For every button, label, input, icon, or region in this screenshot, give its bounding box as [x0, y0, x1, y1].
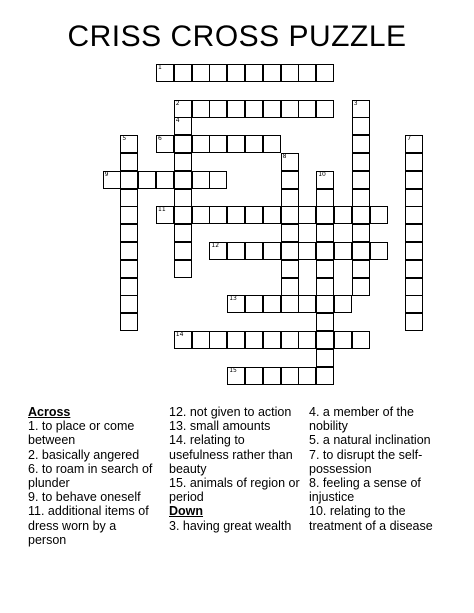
grid-cell[interactable] — [316, 224, 334, 242]
grid-cell[interactable] — [263, 206, 281, 224]
cell-number: 14 — [175, 331, 184, 338]
grid-cell[interactable] — [227, 100, 245, 118]
grid-cell[interactable] — [352, 171, 370, 189]
grid-cell[interactable] — [120, 153, 138, 171]
grid-cell[interactable] — [316, 206, 334, 224]
grid-cell[interactable] — [316, 349, 334, 367]
grid-cell[interactable] — [245, 295, 263, 313]
grid-cell[interactable] — [334, 295, 352, 313]
grid-cell[interactable] — [209, 100, 227, 118]
grid-cell[interactable] — [174, 117, 192, 135]
grid-cell[interactable] — [192, 135, 210, 153]
grid-cell[interactable] — [209, 206, 227, 224]
grid-cell[interactable] — [405, 153, 423, 171]
cell-number: 7 — [407, 135, 412, 143]
grid-cell[interactable] — [156, 171, 174, 189]
grid-cell[interactable] — [174, 64, 192, 82]
grid-cell[interactable] — [156, 64, 174, 82]
grid-cell[interactable] — [334, 242, 352, 260]
grid-cell[interactable] — [245, 331, 263, 349]
grid-cell[interactable] — [316, 367, 334, 385]
cell-number: 11 — [158, 206, 166, 214]
grid-cell[interactable] — [405, 260, 423, 278]
clue-item: 15. animals of region or period — [169, 476, 300, 505]
grid-cell[interactable] — [245, 64, 263, 82]
cell-number: 6 — [158, 135, 162, 143]
grid-cell[interactable] — [174, 189, 192, 207]
grid-cell[interactable] — [298, 242, 316, 260]
grid-cell[interactable] — [352, 224, 370, 242]
grid-cell[interactable] — [209, 331, 227, 349]
grid-cell[interactable] — [174, 260, 192, 278]
clue-item: 3. having great wealth — [169, 518, 292, 533]
grid-cell[interactable] — [263, 135, 281, 153]
grid-cell[interactable] — [316, 313, 334, 331]
grid-cell[interactable] — [120, 189, 138, 207]
grid-cell[interactable] — [227, 295, 245, 313]
grid-cell[interactable] — [174, 242, 192, 260]
grid-cell[interactable] — [103, 171, 121, 189]
grid-cell[interactable] — [120, 295, 138, 313]
grid-cell[interactable] — [298, 64, 316, 82]
grid-cell[interactable] — [174, 171, 192, 189]
grid-cell[interactable] — [281, 171, 299, 189]
grid-cell[interactable] — [192, 171, 210, 189]
grid-cell[interactable] — [174, 206, 192, 224]
grid-cell[interactable] — [245, 242, 263, 260]
grid-cell[interactable] — [405, 278, 423, 296]
clue-item: 1. to place or come between — [28, 419, 135, 448]
grid-cell[interactable] — [405, 171, 423, 189]
clue-item: 12. not given to action — [169, 405, 292, 419]
grid-cell[interactable] — [192, 100, 210, 118]
grid-cell[interactable] — [281, 367, 299, 385]
grid-cell[interactable] — [316, 278, 334, 296]
grid-cell[interactable] — [298, 206, 316, 224]
grid-cell[interactable] — [156, 206, 174, 224]
grid-cell[interactable] — [370, 242, 388, 260]
grid-cell[interactable] — [281, 278, 299, 296]
grid-cell[interactable] — [263, 100, 281, 118]
grid-cell[interactable] — [209, 64, 227, 82]
grid-cell[interactable] — [281, 153, 299, 171]
grid-cell[interactable] — [352, 206, 370, 224]
grid-cell[interactable] — [405, 295, 423, 313]
grid-cell[interactable] — [263, 367, 281, 385]
cell-number: 3 — [353, 99, 358, 107]
grid-cell[interactable] — [352, 331, 370, 349]
grid-cell[interactable] — [352, 135, 370, 153]
cell-number: 2 — [175, 99, 180, 107]
cell-number: 12 — [211, 242, 220, 249]
grid-cell[interactable] — [120, 242, 138, 260]
grid-cell[interactable] — [298, 331, 316, 349]
grid-cell[interactable] — [405, 189, 423, 207]
grid-cell[interactable] — [192, 331, 210, 349]
grid-cell[interactable] — [209, 135, 227, 153]
clue-item: 10. relating to the treatment of a disease — [309, 504, 433, 533]
grid-cell[interactable] — [298, 100, 316, 118]
clue-item: 14. relating to usefulness rather than beauty — [169, 433, 293, 476]
clue-item: 7. to disrupt the self-possession — [309, 447, 423, 476]
cell-number: 1 — [158, 64, 162, 71]
clue-item: 5. a natural inclination — [309, 433, 431, 448]
grid-cell[interactable] — [138, 171, 156, 189]
clue-item: 11. additional items of dress worn by a person — [28, 504, 149, 547]
cell-number: 8 — [282, 153, 287, 160]
cell-number: 10 — [318, 170, 326, 178]
grid-cell[interactable] — [352, 278, 370, 296]
grid-cell[interactable] — [405, 313, 423, 331]
grid-cell[interactable] — [174, 224, 192, 242]
grid-cell[interactable] — [174, 331, 192, 349]
grid-cell[interactable] — [174, 100, 192, 118]
grid-cell[interactable] — [281, 189, 299, 207]
grid-cell[interactable] — [316, 242, 334, 260]
grid-cell[interactable] — [263, 331, 281, 349]
grid-cell[interactable] — [227, 206, 245, 224]
clue-item: 6. to roam in search of plunder — [28, 461, 153, 491]
grid-cell[interactable] — [209, 242, 227, 260]
grid-cell[interactable] — [227, 331, 245, 349]
grid-cell[interactable] — [352, 117, 370, 135]
grid-cell[interactable] — [281, 224, 299, 242]
across-heading: Across — [28, 405, 71, 419]
grid-cell[interactable] — [281, 295, 299, 313]
grid-cell[interactable] — [174, 153, 192, 171]
grid-cell[interactable] — [192, 64, 210, 82]
cell-number: 13 — [229, 295, 237, 303]
grid-cell[interactable] — [298, 295, 316, 313]
grid-cell[interactable] — [405, 206, 423, 224]
grid-cell[interactable] — [120, 171, 138, 189]
grid-cell[interactable] — [352, 153, 370, 171]
grid-cell[interactable] — [281, 242, 299, 260]
grid-cell[interactable] — [281, 260, 299, 278]
grid-cell[interactable] — [352, 242, 370, 260]
grid-cell[interactable] — [281, 100, 299, 118]
clues-column-1 — [28, 405, 156, 547]
grid-cell[interactable] — [334, 331, 352, 349]
grid-cell[interactable] — [192, 206, 210, 224]
grid-cell[interactable] — [245, 135, 263, 153]
grid-cell[interactable] — [316, 100, 334, 118]
grid-cell[interactable] — [352, 100, 370, 118]
cell-number: 4 — [175, 117, 180, 125]
grid-cell[interactable] — [120, 278, 138, 296]
grid-cell[interactable] — [263, 64, 281, 82]
grid-cell[interactable] — [316, 64, 334, 82]
clue-item: 8. feeling a sense of injustice — [309, 476, 421, 505]
grid-cell[interactable] — [316, 295, 334, 313]
grid-cell[interactable] — [352, 260, 370, 278]
cell-number: 15 — [229, 366, 237, 374]
clue-item: 9. to behave oneself — [28, 490, 141, 505]
grid-cell[interactable] — [334, 206, 352, 224]
grid-cell[interactable] — [120, 313, 138, 331]
puzzle-title: CRISS CROSS PUZZLE — [67, 20, 407, 53]
grid-cell[interactable] — [209, 171, 227, 189]
down-heading: Down — [169, 504, 204, 519]
grid-cell[interactable] — [405, 242, 423, 260]
grid-cell[interactable] — [227, 367, 245, 385]
grid-cell[interactable] — [316, 331, 334, 349]
cell-number: 5 — [122, 135, 127, 143]
clues-column-2 — [169, 405, 304, 533]
clue-item: 4. a member of the nobility — [309, 405, 414, 434]
grid-cell[interactable] — [227, 242, 245, 260]
grid-cell[interactable] — [263, 242, 281, 260]
clues-column-3 — [309, 405, 454, 533]
clue-item: 13. small amounts — [169, 419, 271, 434]
grid-cell[interactable] — [405, 135, 423, 153]
grid-cell[interactable] — [281, 331, 299, 349]
grid-cell[interactable] — [316, 260, 334, 278]
grid-cell[interactable] — [120, 224, 138, 242]
grid-cell[interactable] — [245, 367, 263, 385]
cell-number: 9 — [104, 170, 109, 178]
grid-cell[interactable] — [281, 206, 299, 224]
grid-cell[interactable] — [120, 206, 138, 224]
clue-item: 2. basically angered — [28, 447, 140, 462]
grid-cell[interactable] — [245, 206, 263, 224]
grid-cell[interactable] — [405, 224, 423, 242]
grid-cell[interactable] — [316, 189, 334, 207]
grid-cell[interactable] — [120, 135, 138, 153]
grid-cell[interactable] — [298, 367, 316, 385]
grid-cell[interactable] — [227, 64, 245, 82]
grid-cell[interactable] — [281, 64, 299, 82]
grid-cell[interactable] — [120, 260, 138, 278]
grid-cell[interactable] — [316, 171, 334, 189]
grid-cell[interactable] — [156, 135, 174, 153]
grid-cell[interactable] — [227, 135, 245, 153]
grid-cell[interactable] — [174, 135, 192, 153]
grid-cell[interactable] — [263, 295, 281, 313]
grid-cell[interactable] — [245, 100, 263, 118]
grid-cell[interactable] — [370, 206, 388, 224]
grid-cell[interactable] — [352, 189, 370, 207]
